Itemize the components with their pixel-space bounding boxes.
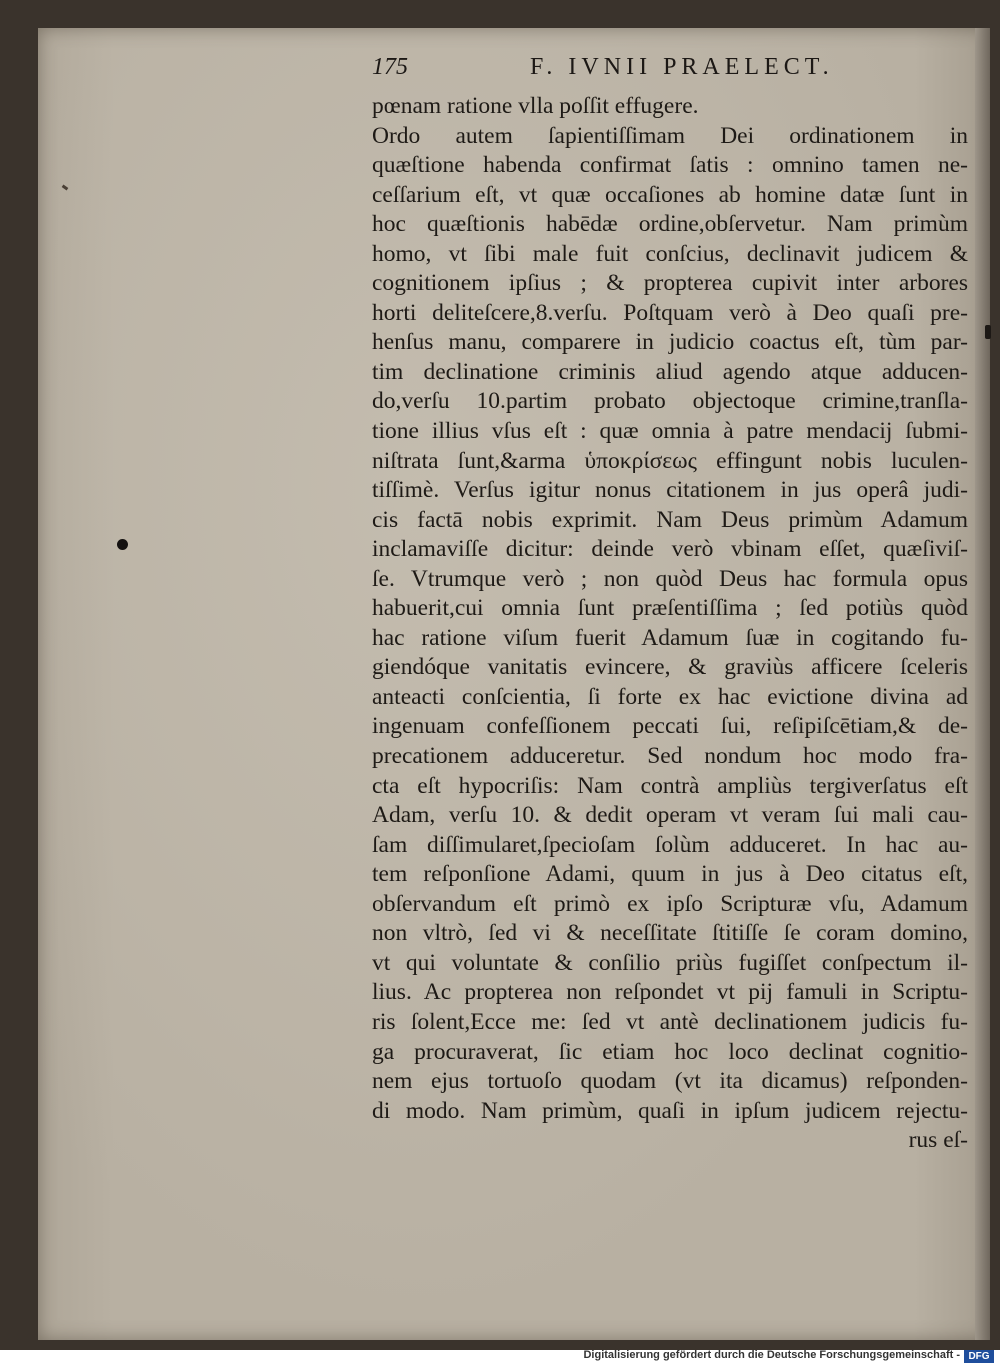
text-line: cognitionem ipſius ; & propterea cupivit inter arbores	[372, 270, 968, 297]
text-line: pœnam ratione vlla poſſit effugere.	[372, 93, 699, 119]
ink-blot	[117, 539, 128, 550]
text-line: rus eſ-	[908, 1127, 968, 1154]
text-line: Ordo autem ſapientiſſimam Dei ordinationem in	[372, 122, 968, 149]
text-line: habuerit,cui omnia ſunt præſentiſſima ; ſed potiùs quòd	[372, 595, 968, 622]
text-line: niſtrata ſunt,&arma ὑποκρίσεως effingunt nobis luculen-	[372, 447, 968, 474]
page-header	[372, 54, 932, 90]
text-line: ris ſolent,Ecce me: ſed vt antè declinationem judicis fu-	[372, 1008, 968, 1035]
text-line: tiſſimè. Verſus igitur nonus citationem in jus operâ judi-	[372, 477, 968, 504]
text-line: homo, vt ſibi male fuit conſcius, declinavit judicem &	[372, 240, 968, 267]
text-line: lius. Ac propterea non reſpondet vt pij famuli in Scriptu-	[372, 979, 968, 1006]
text-line: tim declinatione criminis aliud agendo atque adducen-	[372, 358, 968, 385]
text-line: tione illius vſus eſt : quæ omnia à patre mendacij ſubmi-	[372, 418, 968, 445]
body-text	[372, 92, 968, 1156]
text-line: ſam diſſimularet,ſpecioſam ſolùm adduceret. In hac au-	[372, 831, 968, 858]
text-line: non vltrò, ſed vi & neceſſitate ſtitiſſe ſe coram domino,	[372, 920, 968, 947]
text-line: ga procuraverat, ſic etiam hoc loco declinat cognitio-	[372, 1038, 968, 1065]
text-line: precationem adduceretur. Sed nondum hoc modo fra-	[372, 743, 968, 770]
text-line: ceſſarium eſt, vt quæ occaſiones ab homine datæ ſunt in	[372, 181, 968, 208]
text-line: henſus manu, comparere in judicio coactus eſt, tùm par-	[372, 329, 968, 356]
text-line: quæſtione habenda confirmat ſatis : omnino tamen ne-	[372, 152, 968, 179]
text-line: ingenuam confeſſionem peccati ſui, reſipiſcētiam,& de-	[372, 713, 968, 740]
text-line: hoc quæſtionis habēdæ ordine,obſervetur. Nam primùm	[372, 211, 968, 238]
text-line: obſervandum eſt primò ex ipſo Scripturæ vſu, Adamum	[372, 890, 968, 917]
dfg-logo: DFG	[964, 1350, 994, 1363]
text-line: horti deliteſcere,8.verſu. Poſtquam verò à Deo quaſi pre-	[372, 299, 968, 326]
running-head: F. IVNII PRAELECT.	[530, 54, 834, 80]
text-line: cta eſt hypocriſis: Nam contrà ampliùs tergiverſatus eſt	[372, 772, 968, 799]
text-line: cis factā nobis exprimit. Nam Deus primùm Adamum	[372, 506, 968, 533]
text-line: ſe. Vtrumque verò ; non quòd Deus hac formula opus	[372, 565, 968, 592]
text-line: hac ratione viſum fuerit Adamum ſuæ in cogitando fu-	[372, 624, 968, 651]
text-line: do,verſu 10.partim probato objectoque crimine,tranſla-	[372, 388, 968, 415]
margin-mark	[985, 325, 991, 339]
text-line: di modo. Nam primùm, quaſi in ipſum judicem rejectu-	[372, 1097, 968, 1124]
text-line: nem ejus tortuoſo quodam (vt ita dicamus) reſponden-	[372, 1068, 968, 1095]
text-line: anteacti conſcientia, ſi forte ex hac evictione divina ad	[372, 683, 968, 710]
page-edge	[975, 28, 990, 1340]
text-line: giendóque vanitatis evincere, & graviùs afficere ſceleris	[372, 654, 968, 681]
page-number: 175	[372, 54, 408, 80]
text-line: tem reſponſione Adami, quum in jus à Deo citatus eſt,	[372, 861, 968, 888]
footer-credit: Digitalisierung gefördert durch die Deutsche Forschungsgemeinschaft -	[583, 1349, 960, 1361]
text-line: inclamaviſſe dicitur: deinde verò vbinam eſſet, quæſiviſ-	[372, 536, 968, 563]
text-line: vt qui voluntate & conſilio priùs fugiſſet conſpectum il-	[372, 949, 968, 976]
text-line: Adam, verſu 10. & dedit operam vt veram ſui mali cau-	[372, 802, 968, 829]
